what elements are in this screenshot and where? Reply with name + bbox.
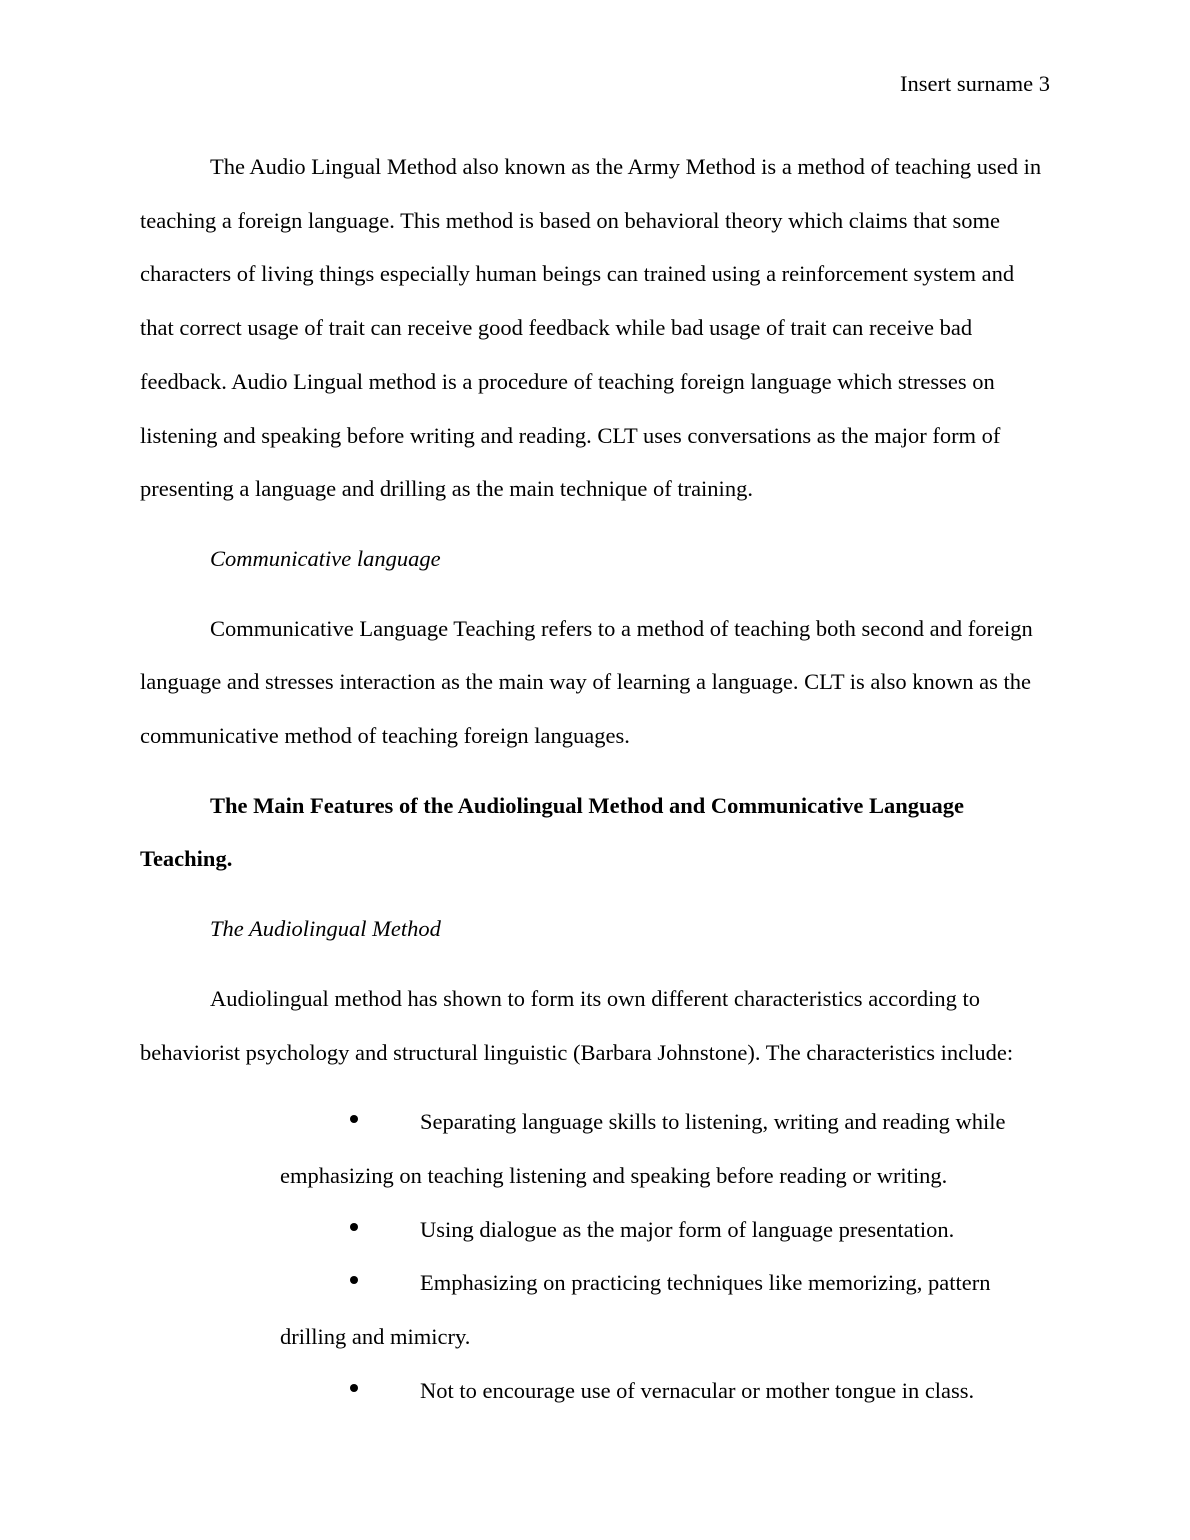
list-item-text: Emphasizing on practicing techniques like memorizing, pattern drilling and mimicry. (280, 1270, 991, 1350)
running-head: Insert surname 3 (900, 71, 1050, 96)
list-item (280, 1095, 1050, 1202)
bullet-icon (350, 1115, 358, 1123)
list-item (280, 1364, 1050, 1418)
list-item (280, 1203, 1050, 1257)
characteristics-list (280, 1095, 1050, 1417)
list-item (280, 1256, 1050, 1363)
section-heading-main-features: The Main Features of the Audiolingual Method and Communicative Language Teaching. (140, 792, 965, 872)
subheading-audiolingual-method: The Audiolingual Method (210, 916, 441, 942)
bullet-icon (350, 1223, 358, 1231)
bullet-icon (350, 1276, 358, 1284)
paragraph-intro: The Audio Lingual Method also known as the Army Method is a method of teaching used in teaching a foreign language. This method is based on behavioral theory which claims that some characters of living things especially human beings can trained using a reinforcement system and that correct usage of trait can receive good feedback while bad usage of trait can receive bad feedback. Audio Lingual method is a procedure of teaching foreign language which stresses on listening and speaking before writing and reading. CLT uses conversations as the major form of presenting a language and drilling as the main technique of training. (140, 154, 1042, 502)
list-item-text: Not to encourage use of vernacular or mother tongue in class. (420, 1377, 975, 1403)
list-item-text: Separating language skills to listening, writing and reading while emphasizing on teaching listening and speaking before reading or writing. (280, 1109, 1006, 1188)
paragraph-clt-definition: Communicative Language Teaching refers to a method of teaching both second and foreign language and stresses interaction as the main way of learning a language. CLT is also known as the communicative method of teaching foreign languages. (140, 615, 1033, 749)
subheading-communicative-language: Communicative language (210, 545, 441, 571)
list-item-text: Using dialogue as the major form of language presentation. (420, 1216, 955, 1242)
document-body (140, 140, 1050, 1417)
paragraph-audiolingual: Audiolingual method has shown to form its own different characteristics according to behaviorist psychology and structural linguistic (Barbara Johnstone). The characteristics include: (140, 985, 1014, 1065)
bullet-icon (350, 1384, 358, 1392)
